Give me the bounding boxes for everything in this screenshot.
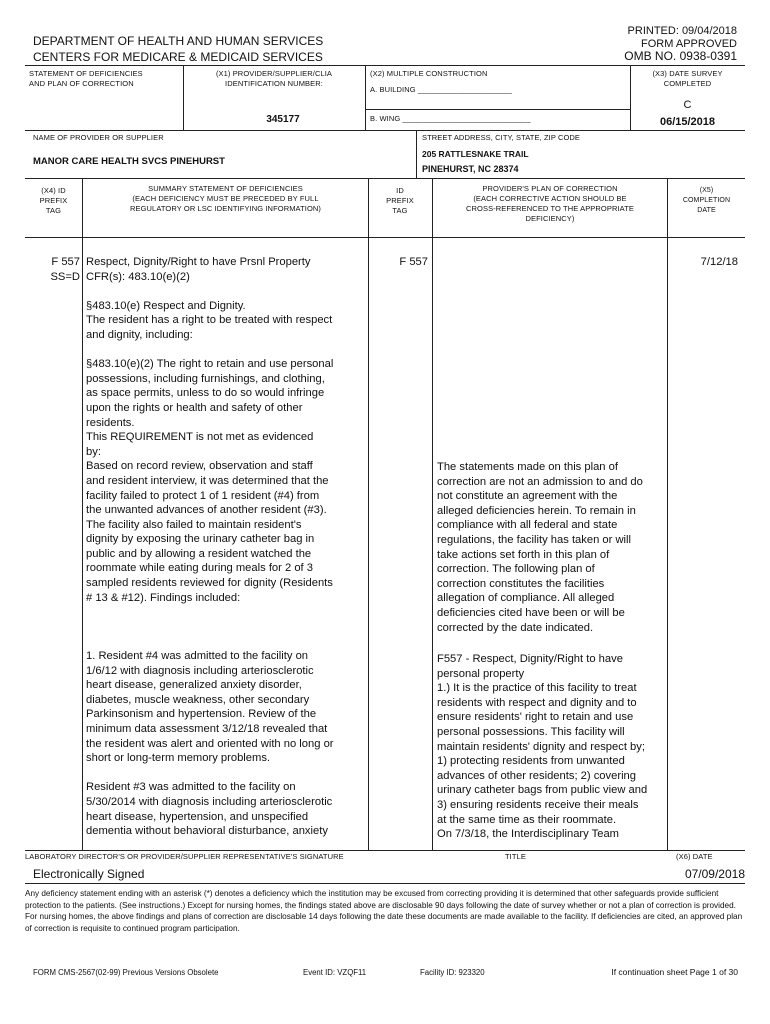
column-header-bottom [25, 237, 745, 238]
text-line: not constitute an agreement with the [437, 490, 618, 503]
text-line: residents with respect and dignity and to [437, 696, 637, 709]
text-line: by: [86, 445, 101, 458]
form-approved: FORM APPROVED [641, 37, 737, 50]
x3-label: (X3) DATE SURVEY COMPLETED [652, 69, 723, 88]
text-line [86, 343, 366, 358]
address-line-2: PINEHURST, NC 28374 [422, 164, 519, 174]
text-line: at the same time as their roommate. [437, 813, 617, 826]
survey-code: C [683, 99, 692, 111]
text-line: the resident was alert and oriented with no long or [86, 737, 334, 750]
text-line: dignity by exposing the urinary catheter bag in [86, 533, 315, 546]
text-line: personal possessions. This facility will [437, 725, 625, 738]
provider-name: MANOR CARE HEALTH SVCS PINEHURST [33, 156, 225, 167]
text-line [86, 766, 366, 781]
text-line: heart disease, generalized anxiety disorder, [86, 679, 302, 692]
title-label: TITLE [505, 852, 526, 861]
signature-bottom-line [25, 883, 745, 884]
plan-disclaimer [437, 460, 665, 635]
text-line: correction. The following plan of [437, 563, 595, 576]
text-line: facility failed to protect 1 of 1 resident (#4) from [86, 489, 320, 502]
text-line: §483.10(e) Respect and Dignity. [86, 299, 246, 312]
text-line: 1. Resident #4 was admitted to the facility on [86, 650, 309, 663]
completion-date: 7/12/18 [700, 256, 738, 268]
text-line: corrected by the date indicated. [437, 621, 594, 634]
date-label: (X6) DATE [676, 852, 713, 861]
text-line: as space permits, unless to do so would infringe [86, 387, 325, 400]
form-info [624, 25, 737, 63]
agency-line: CENTERS FOR MEDICARE & MEDICAID SERVICES [33, 50, 323, 64]
box-top-border [25, 65, 745, 66]
printed-date: PRINTED: 09/04/2018 [627, 25, 737, 37]
wing-divider [365, 109, 630, 110]
text-line: possessions, including furnishings, and clothing, [86, 372, 325, 385]
survey-date: 06/15/2018 [659, 116, 716, 128]
building-label: A. BUILDING ______________________ [370, 85, 512, 94]
summary-column-header: SUMMARY STATEMENT OF DEFICIENCIES (EACH DEFICIENCY MUST BE PRECEDED BY FULL REGULATORY OR LSC IDENTIFYING INFORMATION) [129, 184, 322, 213]
text-line [86, 620, 366, 635]
signature-label: LABORATORY DIRECTOR'S OR PROVIDER/SUPPLIER REPRESENTATIVE'S SIGNATURE [25, 852, 344, 861]
text-line: diabetes, muscle weakness, other secondary [86, 693, 310, 706]
x2-divider [365, 65, 366, 130]
text-line: heart disease, hypertension, and unspecified [86, 810, 309, 823]
signature-date: 07/09/2018 [684, 867, 745, 881]
text-line: regulations, the facility has taken or will [437, 533, 632, 546]
provider-label: NAME OF PROVIDER OR SUPPLIER [33, 133, 164, 142]
text-line: The facility also failed to maintain resident's [86, 518, 302, 531]
disclosure-footnote: Any deficiency statement ending with an asterisk (*) denotes a deficiency which the institution may be excused from correcting providing it is determined that other safeguards provide sufficient protection to the patients. (See instructions.) Except for nursing homes, the findings stated above are disclosable 90 days following the date of survey whether or not a plan of correction is provided. For nursing homes, the above findings and plans of correction are disclosable 14 days following the date these documents are made available to the facility. If deficiencies are cited, an approved plan of correction is requisite to continued program participation. [25, 889, 743, 933]
text-line: Resident #3 was admitted to the facility on [86, 781, 296, 794]
text-line: The resident has a right to be treated with respect [86, 314, 333, 327]
text-line [86, 634, 366, 649]
text-line: correction constitutes the facilities [437, 577, 605, 590]
text-line: residents. [86, 416, 135, 429]
x4-column-header: (X4) ID PREFIX TAG [39, 186, 68, 215]
tag-f557: F 557 [51, 256, 80, 268]
x5-column-header: (X5) COMPLETION DATE [682, 187, 731, 214]
text-line: and dignity, including: [86, 328, 193, 341]
text-line: sampled residents reviewed for dignity (Residents [86, 577, 333, 590]
address-divider [416, 130, 417, 178]
page-number: If continuation sheet Page 1 of 30 [611, 967, 738, 977]
text-line: This REQUIREMENT is not met as evidenced [86, 431, 314, 444]
text-line: 1/6/12 with diagnosis including arteriosclerotic [86, 664, 314, 677]
department-line: DEPARTMENT OF HEALTH AND HUMAN SERVICES [33, 34, 324, 48]
text-line: correction are not an admission to and do [437, 475, 643, 488]
text-line: dementia without behavioral disturbance, anxiety [86, 825, 328, 838]
text-line: The statements made on this plan of [437, 461, 618, 473]
text-line: allegation of compliance. All alleged [437, 592, 615, 605]
text-line: advances of other residents; 2) covering [437, 769, 636, 782]
address-label: STREET ADDRESS, CITY, STATE, ZIP CODE [422, 133, 581, 142]
text-line: maintain residents' dignity and respect by; [437, 740, 645, 753]
text-line: alleged deficiencies herein. To remain in [437, 504, 636, 517]
text-line: and resident interview, it was determined that the [86, 474, 329, 487]
text-line: ensure residents' right to retain and use [437, 711, 634, 724]
col-line-3 [432, 178, 433, 850]
x2-label: (X2) MULTIPLE CONSTRUCTION [370, 69, 488, 78]
content-bottom [25, 850, 745, 851]
text-line: public and by allowing a resident watched the [86, 547, 312, 560]
facility-id: Facility ID: 923320 [420, 968, 485, 977]
deficiency-statement [86, 255, 366, 839]
provider-id-number: 345177 [266, 114, 300, 125]
text-line [86, 284, 366, 299]
omb-number: OMB NO. 0938-0391 [624, 49, 737, 63]
text-line: the unwanted advances of another resident (#3). [86, 504, 327, 517]
text-line: short or long-term memory problems. [86, 752, 271, 765]
text-line [86, 605, 366, 620]
signature-value: Electronically Signed [33, 867, 145, 881]
col-line-4 [667, 178, 668, 850]
department-heading [33, 33, 323, 65]
text-line: urinary catheter bags from public view and [437, 784, 648, 797]
id-column-header: ID PREFIX TAG [386, 186, 414, 215]
plan-of-correction [437, 652, 665, 842]
text-line: # 13 & #12). Findings included: [86, 591, 241, 604]
text-line: CFR(s): 483.10(e)(2) [86, 270, 190, 283]
form-number: FORM CMS-2567(02-99) Previous Versions Obsolete [33, 968, 219, 977]
text-line: Based on record review, observation and staff [86, 460, 313, 473]
text-line: Parkinsonism and hypertension. Review of the [86, 708, 317, 721]
text-line: deficiencies cited have been or will be [437, 606, 625, 619]
text-line: minimum data assessment 3/12/18 revealed that [86, 723, 328, 735]
text-line: §483.10(e)(2) The right to retain and use personal [86, 358, 334, 371]
x3-divider [630, 65, 631, 130]
event-id: Event ID: VZQF11 [303, 968, 367, 977]
text-line: personal property [437, 667, 525, 680]
x1-label: (X1) PROVIDER/SUPPLIER/CLIA IDENTIFICATION NUMBER: [215, 69, 333, 88]
plan-column-header: PROVIDER'S PLAN OF CORRECTION (EACH CORRECTIVE ACTION SHOULD BE CROSS-REFERENCED TO THE APPROPRIATE DEFICIENCY) [466, 184, 634, 223]
text-line: 5/30/2014 with diagnosis including arteriosclerotic [86, 795, 333, 808]
col-line-2 [368, 178, 369, 850]
text-line: Respect, Dignity/Right to have Prsnl Property [86, 256, 311, 268]
text-line: F557 - Respect, Dignity/Right to have [437, 653, 623, 665]
col-line-1 [82, 178, 83, 850]
text-line: 1.) It is the practice of this facility to treat [437, 682, 637, 695]
statement-label: STATEMENT OF DEFICIENCIES AND PLAN OF CORRECTION [29, 69, 143, 88]
text-line: 3) ensuring residents receive their meals [437, 798, 639, 811]
text-line: upon the rights or health and safety of other [86, 401, 303, 414]
text-line: roommate while eating during meals for 2 of 3 [86, 562, 313, 575]
text-line: 1) protecting residents from unwanted [437, 755, 625, 768]
text-line: take actions set forth in this plan of [437, 548, 610, 561]
right-tag: F 557 [399, 256, 428, 268]
left-tag [25, 255, 80, 284]
address-line-1: 205 RATTLESNAKE TRAIL [422, 149, 529, 159]
text-line: compliance with all federal and state [437, 519, 618, 532]
wing-label: B. WING ______________________________ [370, 114, 531, 123]
box-divider-2 [25, 178, 745, 179]
text-line: On 7/3/18, the Interdisciplinary Team [437, 828, 619, 841]
scope-severity: SS=D [50, 270, 80, 283]
box-divider-1 [25, 130, 745, 131]
